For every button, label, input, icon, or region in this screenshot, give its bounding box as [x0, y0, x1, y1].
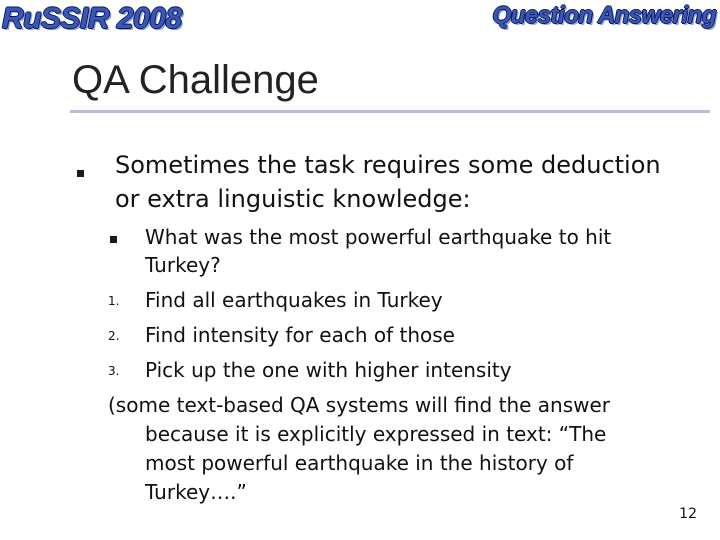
title-divider — [70, 110, 710, 113]
note-line-2: because it is explicitly expressed in text: “The — [145, 422, 607, 446]
main-bullet-line-2: or extra linguistic knowledge: — [115, 185, 471, 213]
main-bullet-line-1: Sometimes the task requires some deduction — [115, 151, 661, 179]
note-line-4: Turkey….” — [145, 480, 247, 504]
step-text: Find all earthquakes in Turkey — [145, 288, 443, 312]
step-number: 2. — [108, 329, 120, 343]
page-number: 12 — [679, 506, 697, 522]
note-line-1: (some text-based QA systems will find the answer — [108, 393, 611, 417]
sub-bullet-line-2: Turkey? — [145, 253, 221, 277]
step-number: 3. — [108, 364, 120, 378]
sub-bullet-icon — [110, 236, 117, 243]
note-line-3: most powerful earthquake in the history of — [145, 451, 574, 475]
step-number: 1. — [108, 294, 120, 308]
sub-bullet-line-1: What was the most powerful earthquake to hit — [145, 225, 612, 249]
slide-title: QA Challenge — [72, 58, 319, 102]
step-text: Pick up the one with higher intensity — [145, 358, 512, 382]
step-text: Find intensity for each of those — [145, 323, 455, 347]
russir-logo: RuSSIR 2008 — [2, 2, 182, 35]
question-answering-logo: Question Answering — [492, 2, 716, 29]
bullet-icon — [77, 170, 84, 177]
